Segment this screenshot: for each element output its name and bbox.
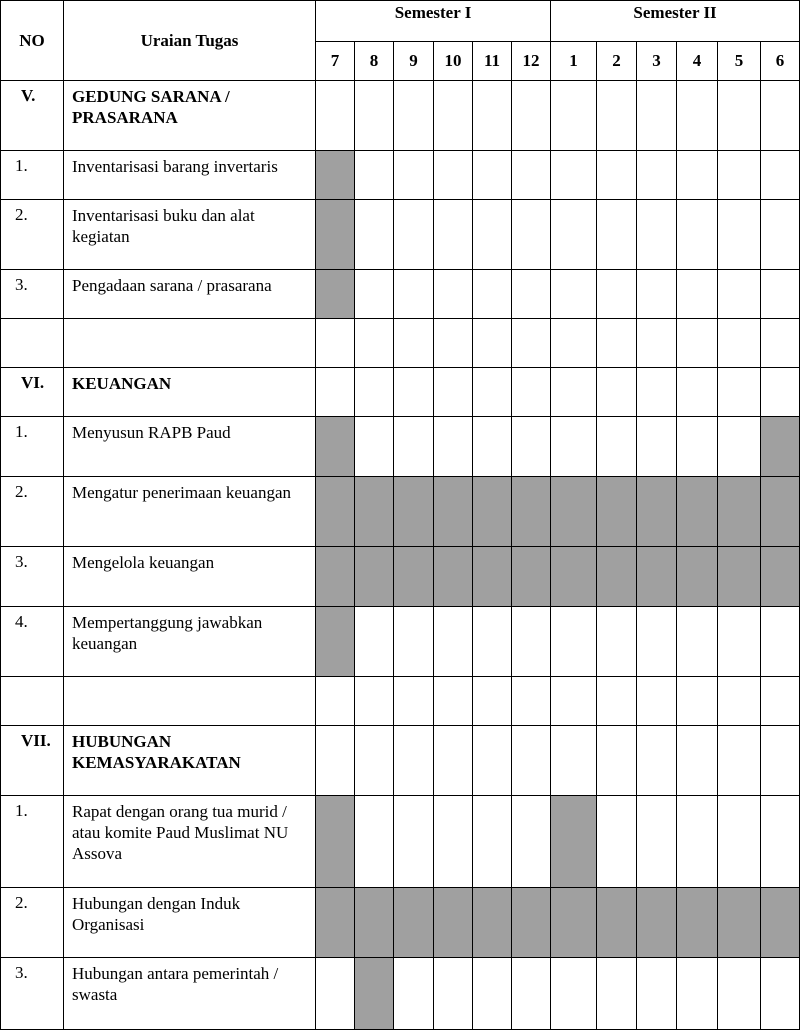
schedule-cell-empty [551,368,597,417]
schedule-cell-empty [597,200,637,270]
schedule-cell-empty [597,417,637,477]
schedule-cell-empty [394,677,434,726]
schedule-cell-empty [394,417,434,477]
task-description: Mengatur penerimaan keuangan [64,477,316,547]
row-number: 4. [1,607,64,677]
schedule-cell-empty [512,417,551,477]
schedule-cell-empty [434,607,473,677]
schedule-cell-empty [761,958,800,1030]
schedule-cell-empty [551,151,597,200]
header-uraian-tugas: Uraian Tugas [64,1,316,81]
schedule-cell-empty [473,607,512,677]
schedule-cell-empty [473,270,512,319]
schedule-cell-empty [512,270,551,319]
schedule-cell-empty [637,958,677,1030]
table-row [1,151,800,200]
schedule-cell-empty [355,677,394,726]
schedule-cell-filled [316,547,355,607]
section-row [1,368,800,417]
section-title: GEDUNG SARANA / PRASARANA [64,81,316,151]
schedule-cell-filled [316,796,355,888]
schedule-cell-empty [394,726,434,796]
schedule-cell-empty [677,677,718,726]
row-number: VII. [1,726,64,796]
schedule-cell-empty [761,151,800,200]
schedule-cell-empty [718,151,761,200]
schedule-cell-filled [637,888,677,958]
schedule-cell-empty [761,368,800,417]
schedule-cell-filled [434,888,473,958]
schedule-cell-empty [473,200,512,270]
row-number: VI. [1,368,64,417]
schedule-cell-empty [512,319,551,368]
row-number: 3. [1,270,64,319]
schedule-cell-empty [761,796,800,888]
schedule-cell-filled [316,270,355,319]
schedule-cell-empty [637,607,677,677]
schedule-cell-empty [551,319,597,368]
schedule-cell-filled [597,547,637,607]
schedule-cell-empty [434,319,473,368]
schedule-cell-empty [637,417,677,477]
schedule-cell-empty [637,726,677,796]
schedule-cell-empty [637,319,677,368]
schedule-cell-empty [394,200,434,270]
row-number: 1. [1,151,64,200]
task-description: Pengadaan sarana / prasarana [64,270,316,319]
schedule-cell-empty [677,81,718,151]
schedule-cell-empty [597,319,637,368]
schedule-cell-empty [637,677,677,726]
schedule-cell-empty [434,151,473,200]
table-body [1,81,800,1030]
header-semester-2: Semester II [551,1,800,42]
schedule-cell-empty [434,368,473,417]
section-title: HUBUNGAN KEMASYARAKATAN [64,726,316,796]
table-row [1,796,800,888]
schedule-cell-empty [597,81,637,151]
schedule-cell-empty [512,677,551,726]
schedule-cell-empty [512,200,551,270]
table-row [1,958,800,1030]
schedule-cell-empty [473,151,512,200]
schedule-cell-empty [551,958,597,1030]
schedule-cell-filled [394,477,434,547]
task-description: Mengelola keuangan [64,547,316,607]
schedule-cell-empty [434,796,473,888]
schedule-cell-empty [512,81,551,151]
schedule-cell-empty [434,417,473,477]
task-description: Hubungan dengan Induk Organisasi [64,888,316,958]
schedule-cell-empty [597,796,637,888]
schedule-cell-empty [597,270,637,319]
schedule-cell-empty [597,958,637,1030]
schedule-cell-empty [597,607,637,677]
schedule-cell-empty [677,151,718,200]
schedule-cell-empty [355,726,394,796]
row-number: 2. [1,477,64,547]
schedule-cell-filled [761,547,800,607]
schedule-cell-empty [512,368,551,417]
schedule-cell-empty [761,81,800,151]
schedule-cell-filled [316,607,355,677]
schedule-cell-empty [551,607,597,677]
schedule-cell-filled [355,477,394,547]
row-number: 1. [1,796,64,888]
schedule-cell-empty [355,270,394,319]
schedule-cell-filled [761,417,800,477]
schedule-cell-filled [637,477,677,547]
schedule-cell-empty [355,151,394,200]
schedule-cell-filled [551,796,597,888]
schedule-cell-filled [473,888,512,958]
month-header: 1 [551,42,597,81]
schedule-cell-empty [551,417,597,477]
row-number [1,677,64,726]
schedule-cell-empty [316,319,355,368]
schedule-cell-empty [394,270,434,319]
schedule-cell-filled [597,888,637,958]
schedule-cell-empty [355,796,394,888]
month-header: 10 [434,42,473,81]
schedule-cell-empty [637,151,677,200]
schedule-cell-empty [316,368,355,417]
month-header: 12 [512,42,551,81]
schedule-cell-filled [316,200,355,270]
schedule-cell-filled [316,888,355,958]
schedule-cell-empty [473,677,512,726]
schedule-cell-empty [355,81,394,151]
schedule-cell-empty [718,270,761,319]
task-description: Mempertanggung jawabkan keuangan [64,607,316,677]
schedule-cell-empty [677,726,718,796]
schedule-cell-filled [551,888,597,958]
schedule-cell-empty [677,607,718,677]
schedule-cell-empty [355,200,394,270]
schedule-cell-empty [761,270,800,319]
section-title: KEUANGAN [64,368,316,417]
schedule-cell-filled [551,547,597,607]
schedule-cell-empty [551,200,597,270]
schedule-cell-empty [434,726,473,796]
schedule-cell-filled [637,547,677,607]
schedule-cell-filled [316,151,355,200]
month-header: 11 [473,42,512,81]
schedule-cell-filled [677,888,718,958]
schedule-cell-filled [434,477,473,547]
row-number: 3. [1,547,64,607]
schedule-cell-empty [551,677,597,726]
schedule-cell-empty [316,726,355,796]
schedule-cell-empty [394,368,434,417]
schedule-cell-empty [394,796,434,888]
schedule-cell-filled [512,888,551,958]
task-description: Inventarisasi buku dan alat kegiatan [64,200,316,270]
schedule-cell-filled [316,417,355,477]
schedule-cell-empty [718,81,761,151]
schedule-cell-filled [677,547,718,607]
row-number [1,319,64,368]
schedule-cell-empty [512,607,551,677]
schedule-cell-empty [761,677,800,726]
schedule-cell-filled [473,547,512,607]
schedule-cell-empty [355,417,394,477]
schedule-cell-filled [718,547,761,607]
schedule-cell-filled [677,477,718,547]
schedule-cell-empty [512,151,551,200]
month-header: 7 [316,42,355,81]
schedule-cell-filled [597,477,637,547]
month-header: 5 [718,42,761,81]
schedule-cell-filled [434,547,473,607]
schedule-cell-empty [473,319,512,368]
schedule-cell-empty [434,200,473,270]
schedule-cell-empty [677,958,718,1030]
schedule-cell-empty [355,319,394,368]
schedule-cell-filled [761,477,800,547]
schedule-cell-empty [677,319,718,368]
month-header: 3 [637,42,677,81]
schedule-cell-empty [512,796,551,888]
row-number: 3. [1,958,64,1030]
schedule-cell-empty [761,607,800,677]
schedule-cell-filled [512,477,551,547]
table-row [1,547,800,607]
schedule-cell-empty [316,958,355,1030]
schedule-cell-filled [355,888,394,958]
schedule-cell-filled [551,477,597,547]
schedule-cell-empty [761,319,800,368]
schedule-cell-empty [718,677,761,726]
row-number: 1. [1,417,64,477]
schedule-cell-empty [597,368,637,417]
row-number: 2. [1,888,64,958]
task-description [64,319,316,368]
header-semester-1: Semester I [316,1,551,42]
schedule-cell-empty [637,796,677,888]
month-header: 9 [394,42,434,81]
schedule-cell-empty [355,368,394,417]
schedule-cell-empty [718,607,761,677]
schedule-cell-empty [473,417,512,477]
month-header: 8 [355,42,394,81]
schedule-cell-empty [597,677,637,726]
schedule-cell-empty [473,726,512,796]
schedule-cell-empty [473,958,512,1030]
schedule-cell-empty [677,796,718,888]
schedule-cell-empty [718,319,761,368]
table-row [1,200,800,270]
schedule-cell-empty [677,417,718,477]
schedule-cell-empty [718,726,761,796]
schedule-cell-filled [512,547,551,607]
schedule-cell-empty [597,151,637,200]
task-description: Inventarisasi barang invertaris [64,151,316,200]
schedule-cell-empty [761,726,800,796]
schedule-cell-empty [551,81,597,151]
schedule-cell-filled [394,547,434,607]
schedule-cell-empty [718,417,761,477]
schedule-cell-empty [394,151,434,200]
schedule-cell-filled [718,888,761,958]
schedule-cell-empty [637,81,677,151]
task-description: Rapat dengan orang tua murid / atau komite Paud Muslimat NU Assova [64,796,316,888]
schedule-cell-empty [718,958,761,1030]
task-description [64,677,316,726]
schedule-cell-empty [394,81,434,151]
task-description: Menyusun RAPB Paud [64,417,316,477]
schedule-cell-empty [434,81,473,151]
month-header: 4 [677,42,718,81]
schedule-cell-filled [355,547,394,607]
table-row [1,270,800,319]
schedule-cell-empty [677,368,718,417]
section-row [1,726,800,796]
schedule-cell-empty [551,726,597,796]
section-row [1,81,800,151]
schedule-cell-filled [316,477,355,547]
table-row [1,417,800,477]
schedule-cell-empty [355,607,394,677]
schedule-cell-empty [718,368,761,417]
schedule-cell-empty [394,319,434,368]
schedule-cell-empty [434,270,473,319]
schedule-cell-filled [761,888,800,958]
schedule-cell-empty [677,200,718,270]
schedule-cell-empty [597,726,637,796]
schedule-cell-empty [761,200,800,270]
table-row [1,888,800,958]
schedule-cell-filled [718,477,761,547]
schedule-cell-empty [718,796,761,888]
schedule-cell-empty [316,81,355,151]
schedule-cell-filled [355,958,394,1030]
schedule-cell-empty [394,958,434,1030]
schedule-cell-empty [551,270,597,319]
schedule-cell-empty [637,270,677,319]
task-description: Hubungan antara pemerintah / swasta [64,958,316,1030]
schedule-cell-filled [473,477,512,547]
month-header: 2 [597,42,637,81]
table-row [1,607,800,677]
schedule-cell-empty [473,81,512,151]
schedule-cell-empty [434,958,473,1030]
schedule-cell-empty [434,677,473,726]
schedule-cell-empty [512,726,551,796]
schedule-cell-empty [677,270,718,319]
schedule-cell-empty [473,368,512,417]
table-row [1,677,800,726]
schedule-cell-filled [394,888,434,958]
table-row [1,477,800,547]
month-header: 6 [761,42,800,81]
schedule-cell-empty [637,200,677,270]
table-row [1,319,800,368]
header-no: NO [1,1,64,81]
schedule-cell-empty [718,200,761,270]
schedule-cell-empty [316,677,355,726]
row-number: 2. [1,200,64,270]
schedule-cell-empty [394,607,434,677]
schedule-cell-empty [473,796,512,888]
row-number: V. [1,81,64,151]
schedule-cell-empty [512,958,551,1030]
schedule-cell-empty [637,368,677,417]
